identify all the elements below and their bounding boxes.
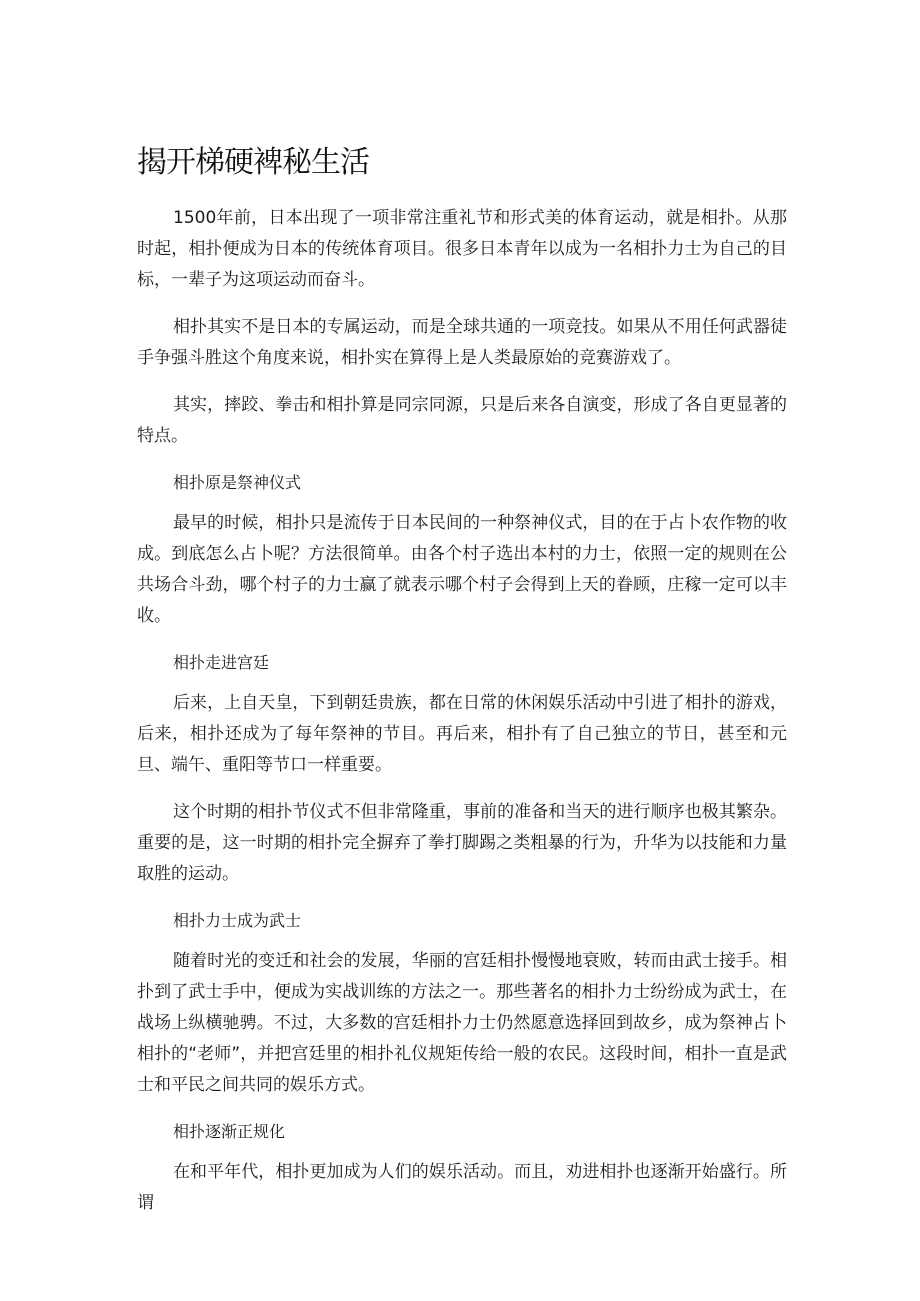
paragraph: 最早的时候，相扑只是流传于日本民间的一种祭神仪式，目的在于占卜农作物的收成。到底怎么占卜呢？方法很简单。由各个村子选出本村的力士，依照一定的规则在公共场合斗劲，哪个村子的力士赢了就表示哪个村子会得到上天的眷顾，庄稼一定可以丰收。 bbox=[137, 513, 787, 626]
section-heading: 相扑逐渐正规化 bbox=[173, 1122, 286, 1141]
paragraph: 后来，上自天皇，下到朝廷贵族，都在日常的休闲娱乐活动中引进了相扑的游戏，后来，相扑还成为了每年祭神的节目。再后来，相扑有了自己独立的节日，甚至和元旦、端午、重阳等节口一样重要。 bbox=[137, 693, 787, 775]
paragraph: 这个时期的相扑节仪式不但非常隆重，事前的准备和当天的进行顺序也极其繁杂。重要的是，这一时期的相扑完全摒弃了拳打脚踢之类粗暴的行为，升华为以技能和力量取胜的运动。 bbox=[137, 802, 787, 884]
document-body bbox=[137, 203, 787, 1235]
section-heading: 相扑走进宫廷 bbox=[173, 653, 270, 672]
paragraph: 其实，摔跤、拳击和相扑算是同宗同源，只是后来各自演变，形成了各自更显著的特点。 bbox=[137, 395, 787, 446]
paragraph: 在和平年代，相扑更加成为人们的娱乐活动。而且，劝进相扑也逐渐开始盛行。所谓 bbox=[137, 1162, 787, 1213]
paragraph: 相扑其实不是日本的专属运动，而是全球共通的一项竞技。如果从不用任何武器徒手争强斗胜这个角度来说，相扑实在算得上是人类最原始的竞赛游戏了。 bbox=[137, 317, 787, 368]
paragraph: 1500年前，日本出现了一项非常注重礼节和形式美的体育运动，就是相扑。从那时起，相扑便成为日本的传统体育项目。很多日本青年以成为一名相扑力士为自己的目标，一辈子为这项运动而奋斗。 bbox=[137, 208, 787, 290]
section-heading: 相扑原是祭神仪式 bbox=[173, 473, 302, 492]
document-title: 揭开梯硬裨秘生活 bbox=[137, 145, 369, 180]
paragraph: 随着时光的变迁和社会的发展，华丽的宫廷相扑慢慢地衰败，转而由武士接手。相扑到了武士手中，便成为实战训练的方法之一。那些著名的相扑力士纷纷成为武士，在战场上纵横驰骋。不过，大多数的宫廷相扑力士仍然愿意选择回到故乡，成为祭神占卜相扑的“老师”，并把宫廷里的相扑礼仪规矩传给一般的农民。这段时间，相扑一直是武士和平民之间共同的娱乐方式。 bbox=[137, 951, 787, 1095]
section-heading: 相扑力士成为武士 bbox=[173, 911, 302, 930]
